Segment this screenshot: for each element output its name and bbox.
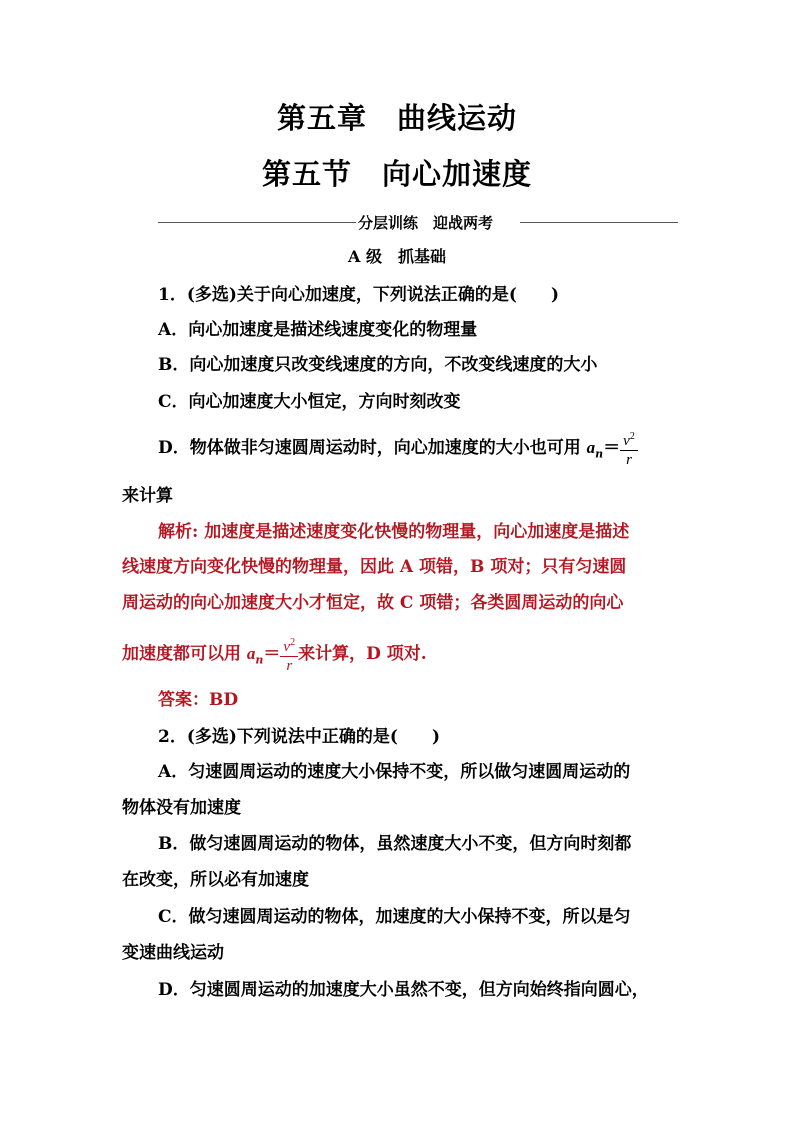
q1-option-a: A．向心加速度是描述线速度变化的物理量 — [158, 320, 478, 340]
analysis-line-4-text: 加速度都可以用 — [122, 644, 241, 664]
q1-option-c: C．向心加速度大小恒定，方向时刻改变 — [158, 392, 461, 412]
q1-formula-fraction — [620, 428, 638, 469]
analysis-formula-eq: ＝ — [263, 644, 281, 664]
answer-value: ：BD — [192, 690, 239, 710]
q1-formula-sub: n — [595, 447, 604, 461]
section-title: 第五节 向心加速度 — [261, 157, 532, 191]
analysis-line-1-text: : 加速度是描述速度变化快慢的物理量，向心加速度是描述 — [192, 522, 630, 542]
analysis-label: 解析 — [158, 522, 192, 542]
q1-formula-eq: ＝ — [603, 438, 621, 458]
divider-text: 分层训练 迎战两考 — [358, 214, 494, 232]
analysis-line-1 — [158, 520, 677, 544]
answer-label: 答案 — [158, 690, 192, 710]
divider-line-right — [520, 222, 678, 223]
analysis-line-4 — [122, 634, 677, 675]
analysis-formula-var: a — [246, 644, 256, 663]
analysis-formula-sub: n — [255, 653, 264, 667]
q2-option-a-continued: 物体没有加速度 — [122, 798, 241, 818]
q1-stem: 1．(多选)关于向心加速度，下列说法正确的是( ) — [158, 285, 560, 305]
analysis-formula-numerator — [280, 634, 298, 657]
analysis-formula-denominator: r — [286, 658, 293, 674]
chapter-title: 第五章 曲线运动 — [276, 101, 517, 135]
q1-option-d-text: D．物体做非匀速圆周运动时，向心加速度的大小也可用 — [158, 438, 581, 458]
q2-option-a: A．匀速圆周运动的速度大小保持不变，所以做匀速圆周运动的 — [158, 762, 631, 782]
q1-formula-numerator — [620, 428, 638, 451]
divider-line-left — [158, 222, 356, 223]
analysis-line-2: 线速度方向变化快慢的物理量，因此 A 项错，B 项对；只有匀速圆 — [122, 557, 627, 577]
analysis-line-3: 周运动的向心加速度大小才恒定，故 C 项错；各类圆周运动的向心 — [122, 593, 624, 613]
q1-formula-var: a — [586, 438, 596, 457]
answer-line — [158, 688, 677, 712]
q1-formula-denominator: r — [626, 452, 632, 468]
q2-option-b: B．做匀速圆周运动的物体，虽然速度大小不变，但方向时刻都 — [158, 834, 632, 854]
q1-option-d — [158, 428, 677, 469]
analysis-formula-fraction — [280, 634, 298, 675]
section-divider — [158, 212, 678, 232]
analysis-formula-num-var: v — [283, 639, 291, 655]
q2-option-c: C．做匀速圆周运动的物体，加速度的大小保持不变，所以是匀 — [158, 907, 631, 927]
level-heading: A 级 抓基础 — [348, 247, 446, 266]
q2-option-d: D．匀速圆周运动的加速度大小虽然不变，但方向始终指向圆心， — [158, 980, 649, 1000]
analysis-formula-num-sup: 2 — [290, 637, 296, 648]
q1-formula-num-sup: 2 — [629, 431, 635, 442]
analysis-line-4-end: 来计算，D 项对. — [298, 644, 427, 664]
q2-option-c-continued: 变速曲线运动 — [122, 943, 224, 963]
q1-option-d-continued: 来计算 — [122, 486, 173, 506]
q2-stem: 2．(多选)下列说法中正确的是( ) — [158, 727, 441, 747]
q1-formula-num-var: v — [623, 433, 630, 449]
q2-option-b-continued: 在改变，所以必有加速度 — [122, 870, 309, 890]
q1-option-b: B．向心加速度只改变线速度的方向，不改变线速度的大小 — [158, 355, 598, 375]
